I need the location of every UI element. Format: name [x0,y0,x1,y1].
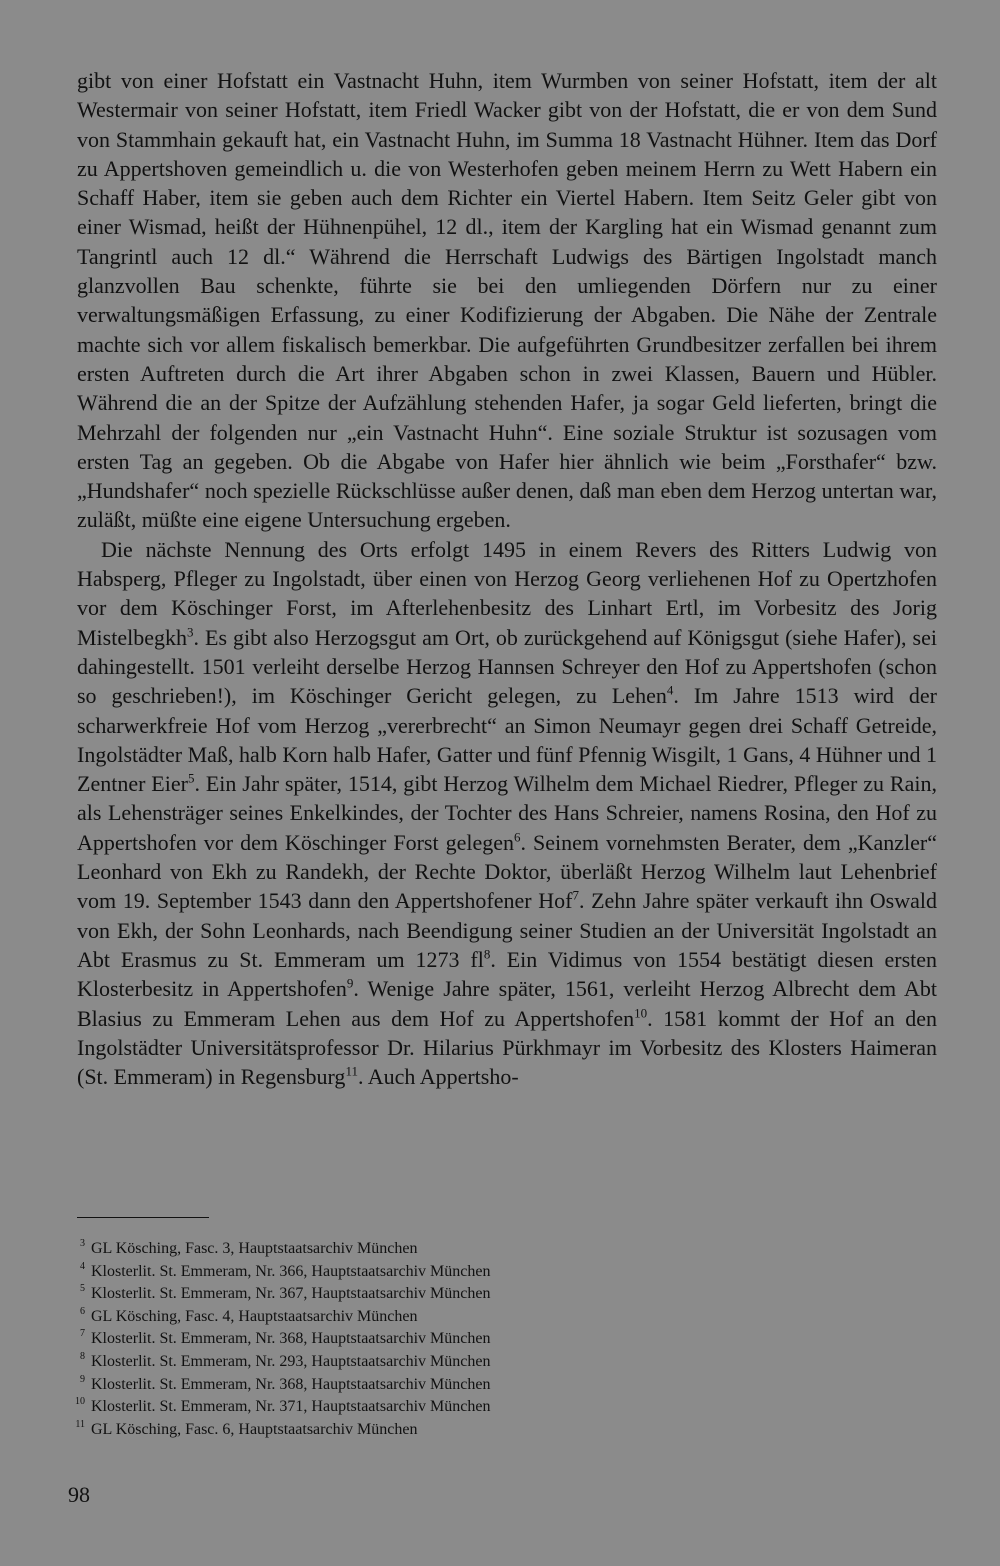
footnote-3 [66,1238,866,1261]
footnote-marker: 7 [80,1328,85,1340]
footnote-reference: 11 [345,1063,358,1079]
footnote-reference: 7 [572,887,579,903]
footnotes [66,1238,866,1441]
footnote-marker: 11 [75,1418,85,1430]
footnote-reference: 3 [187,624,194,640]
footnote-text: GL Kösching, Fasc. 3, Hauptstaatsarchiv München [91,1240,418,1257]
footnote-reference: 10 [634,1005,648,1021]
text-run: . Es gibt also Herzogsgut am Ort, ob zurückgehend auf Königsgut (siehe Hafer), sei dahingestellt. 1501 verleiht derselbe Herzog Hannsen Schreyer den Hof zu Appertshofen (schon so geschrieben!), im Köschinger Gericht gelegen, zu Lehen [77,624,937,709]
footnote-marker: 8 [80,1350,85,1362]
footnote-text: Klosterlit. St. Emmeram, Nr. 368, Hauptstaatsarchiv München [91,1375,491,1393]
footnote-text: Klosterlit. St. Emmeram, Nr. 367, Hauptstaatsarchiv München [91,1285,491,1303]
text-run: gibt von einer Hofstatt ein Vastnacht Huhn, item Wurmben von seiner Hofstatt, item der alt Westermair von seiner Hofstatt, item Friedl Wacker gibt von der Hofstatt, die er von dem Sund von Stammhain gekauft hat, ein Vastnacht Huhn, im Summa 18 Vastnacht Hühner. Item das Dorf zu Appertshoven gemeindlich u. die von Westerhofen geben meinem Herrn zu Wett Habern ein Schaff Haber, item sie geben auch dem Richter ein Viertel Habern. Item Seitz Geler gibt von einer Wismad, heißt der Hühnenpühel, 12 dl., item der Kargling hat ein Wismad genannt zum Tangrintl auch 12 dl.“ Während die Herrschaft Ludwigs des Bärtigen Ingolstadt manch glanzvollen Bau schenkte, führte sie bei den umliegenden Dörfern nur zu einer verwaltungsmäßigen Erfassung, zu einer Kodifizierung der Abgaben. Die Nähe der Zentrale machte sich vor allem fiskalisch bemerkbar. Die aufgeführten Grundbesitzer zerfallen bei ihrem ersten Auftreten durch die Art ihrer Abgaben schon in zwei Klassen, Bauern und Hübler. Während die an der Spitze der Aufzählung stehenden Hafer, ja sogar Geld lieferten, bringt die Mehrzahl der folgenden nur „ein Vastnacht Huhn“. Eine soziale Struktur ist sozusagen vom ersten Tag an gegeben. Ob die Abgabe von Hafer hier ähnlich wie beim „Forsthafer“ bzw. „Hundshafer“ noch spezielle Rückschlüsse außer denen, daß man eben dem Herzog untertan war, zuläßt, müßte eine eigene Untersuchung ergeben. [77,68,937,533]
footnote-text: GL Kösching, Fasc. 6, Hauptstaatsarchiv München [91,1420,418,1438]
footnote-reference: 6 [514,829,521,845]
footnote-11 [66,1419,866,1442]
footnote-reference: 5 [187,770,195,786]
footnote-marker: 9 [80,1373,85,1385]
text-run: . Wenige Jahre später, 1561, verleiht Herzog Albrecht dem Abt Blasius zu Emmeram Lehen aus dem Hof zu Appertshofen [77,976,937,1031]
footnote-4 [66,1261,866,1284]
footnote-marker: 3 [80,1238,85,1249]
body-text [77,66,937,1091]
footnote-8 [66,1351,866,1374]
footnote-marker: 10 [75,1396,85,1408]
footnote-text: Klosterlit. St. Emmeram, Nr. 368, Hauptstaatsarchiv München [91,1330,491,1348]
footnote-reference: 9 [346,975,354,991]
text-run: . Im Jahre 1513 wird der scharwerkfreie Hof vom Herzog „vererbrecht“ an Simon Neumayr gegen drei Schaff Getreide, Ingolstädter Maß, halb Korn halb Hafer, Gatter und fünf Pfennig Wisgilt, 1 Gans, 4 Hühner und 1 Zentner Eier [77,683,937,797]
footnote-7 [66,1328,866,1351]
paragraph-1 [77,66,937,535]
footnote-reference: 8 [483,946,491,962]
text-run: . Ein Jahr später, 1514, gibt Herzog Wilhelm dem Michael Riedrer, Pfleger zu Rain, als Lehensträger seines Enkelkindes, der Tochter des Hans Schreier, namens Rosina, den Hof zu Appertshofen vor dem Köschinger Forst gelegen [77,771,937,855]
footnote-10 [66,1396,866,1419]
footnote-marker: 6 [80,1305,85,1317]
footnote-marker: 4 [80,1260,85,1272]
footnote-text: Klosterlit. St. Emmeram, Nr. 293, Hauptstaatsarchiv München [91,1352,491,1370]
text-run: . Zehn Jahre später verkauft ihn Oswald von Ekh, der Sohn Leonhards, nach Beendigung seiner Studien an der Universität Ingolstadt an Abt Erasmus zu St. Emmeram um 1273 fl [77,888,937,972]
footnote-text: Klosterlit. St. Emmeram, Nr. 371, Hauptstaatsarchiv München [91,1398,491,1416]
footnote-reference: 4 [666,682,674,698]
footnote-text: Klosterlit. St. Emmeram, Nr. 366, Hauptstaatsarchiv München [91,1262,491,1280]
text-run: . 1581 kommt der Hof an den Ingolstädter Universitätsprofessor Dr. Hilarius Pürkhmayr im Vorbesitz des Klosters Haimeran (St. Emmeram) in Regensburg [77,1005,937,1090]
footnote-separator [77,1217,209,1218]
text-run: . Seinem vornehmsten Berater, dem „Kanzler“ Leonhard von Ekh zu Randekh, der Rechte Doktor, überläßt Herzog Wilhelm laut Lehenbrief vom 19. September 1543 dann den Appertshofener Hof [77,829,937,914]
footnote-marker: 5 [80,1283,85,1295]
footnote-5 [66,1283,866,1306]
text-run: Die nächste Nennung des Orts erfolgt 1495 in einem Revers des Ritters Ludwig von Habsperg, Pfleger zu Ingolstadt, über einen von Herzog Georg verliehenen Hof zu Opertzhofen vor dem Köschinger Forst, im Afterlehenbesitz des Linhart Ertl, im Vorbesitz des Jorig Mistelbegkh [77,536,937,650]
paragraph-2 [77,535,937,1092]
text-run: . Ein Vidimus von 1554 bestätigt diesen ersten Klosterbesitz in Appertshofen [77,946,938,1002]
footnote-text: GL Kösching, Fasc. 4, Hauptstaatsarchiv München [91,1307,418,1325]
page-number: 98 [68,1482,90,1507]
footnote-9 [66,1374,866,1397]
footnote-6 [66,1306,866,1329]
text-run: . Auch Appertsho- [357,1064,519,1090]
